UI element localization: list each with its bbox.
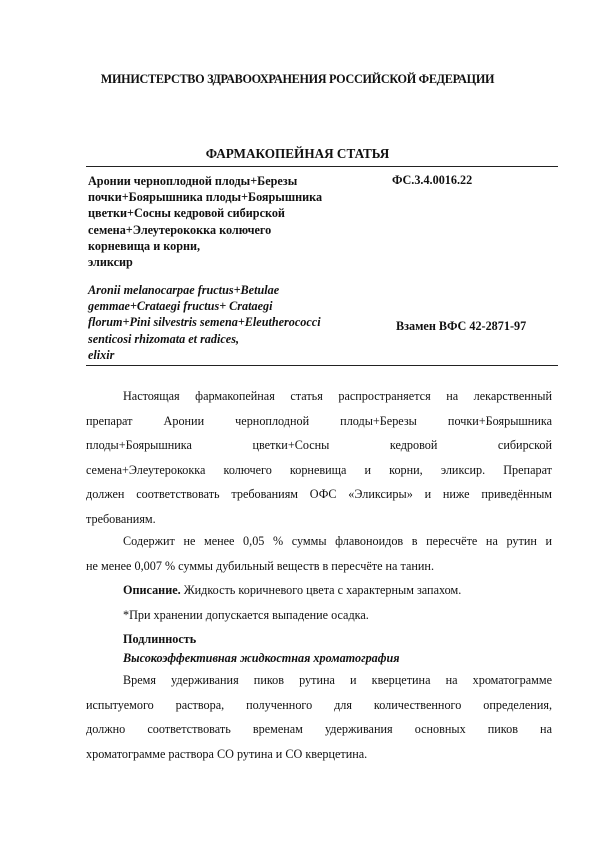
authenticity-heading: Подлинность bbox=[123, 632, 197, 646]
storage-note: *При хранении допускается выпадение осадка. bbox=[123, 608, 369, 622]
drug-name-ru-line: почки+Боярышника плоды+Боярышника bbox=[88, 190, 323, 205]
drug-name-la-line: senticosi rhizomata et radices, bbox=[88, 331, 239, 346]
paragraph-line: Настоящая фармакопейная статья распространяется на лекарственный bbox=[123, 389, 552, 403]
document-title: ФАРМАКОПЕЙНАЯ СТАТЬЯ bbox=[205, 146, 390, 161]
paragraph-line: плоды+Боярышника цветки+Сосны кедровой сибирской bbox=[86, 438, 552, 452]
paragraph-line: не менее 0,007 % суммы дубильный веществ в пересчёте на танин. bbox=[86, 558, 435, 573]
paragraph-line: семена+Элеутерококка колючего корневища и корни, эликсир. Препарат bbox=[86, 462, 552, 477]
drug-name-ru-line: Аронии черноплодной плоды+Березы bbox=[88, 174, 298, 188]
drug-name-la-line: elixir bbox=[88, 347, 115, 362]
paragraph-line: препарат Аронии черноплодной плоды+Березы почки+Боярышника bbox=[86, 413, 552, 428]
drug-name-la-line: Aronii melanocarpae fructus+Betulae bbox=[88, 283, 280, 297]
ministry-heading: МИНИСТЕРСТВО ЗДРАВООХРАНЕНИЯ РОССИЙСКОЙ ФЕДЕРАЦИИ bbox=[100, 72, 495, 86]
description-label: Описание. bbox=[123, 583, 181, 597]
drug-name-ru-line: цветки+Сосны кедровой сибирской bbox=[88, 206, 285, 221]
intro-paragraph bbox=[86, 384, 552, 531]
paragraph-line: испытуемого раствора, полученного для количественного определения, bbox=[86, 697, 552, 712]
replaces-reference: Взамен ВФС 42-2871-97 bbox=[396, 319, 527, 333]
drug-name-ru-line: семена+Элеутерококка колючего bbox=[88, 222, 272, 237]
paragraph-line: хроматограмме раствора СО рутина и СО кверцетина. bbox=[86, 746, 368, 761]
drug-name-ru-line: эликсир bbox=[88, 255, 133, 270]
article-code: ФС.3.4.0016.22 bbox=[392, 173, 473, 187]
drug-name-latin bbox=[88, 282, 378, 363]
paragraph-line: Время удерживания пиков рутина и кверцетина на хроматограмме bbox=[123, 673, 552, 687]
article-header-table bbox=[86, 166, 558, 366]
drug-name-la-line: gemmae+Crataegi fructus+ Crataegi bbox=[88, 299, 273, 314]
drug-name-ru-line: корневища и корни, bbox=[88, 238, 201, 253]
paragraph-line: должен соответствовать требованиям ОФС «Эликсиры» и ниже приведённым bbox=[86, 487, 552, 501]
paragraph-line: требованиям. bbox=[86, 511, 156, 526]
drug-name-russian bbox=[88, 173, 378, 270]
description-paragraph bbox=[123, 583, 461, 598]
paragraph-line: должно соответствовать временам удерживания основных пиков на bbox=[86, 722, 552, 736]
content-paragraph bbox=[86, 529, 552, 578]
hplc-heading: Высокоэффективная жидкостная хроматография bbox=[123, 651, 400, 665]
description-text: Жидкость коричневого цвета с характерным запахом. bbox=[180, 583, 462, 597]
drug-name-la-line: florum+Pini silvestris semena+Eleutherococci bbox=[88, 315, 321, 330]
paragraph-line: Содержит не менее 0,05 % суммы флавоноидов в пересчёте на рутин и bbox=[123, 534, 552, 548]
hplc-paragraph bbox=[86, 668, 552, 766]
